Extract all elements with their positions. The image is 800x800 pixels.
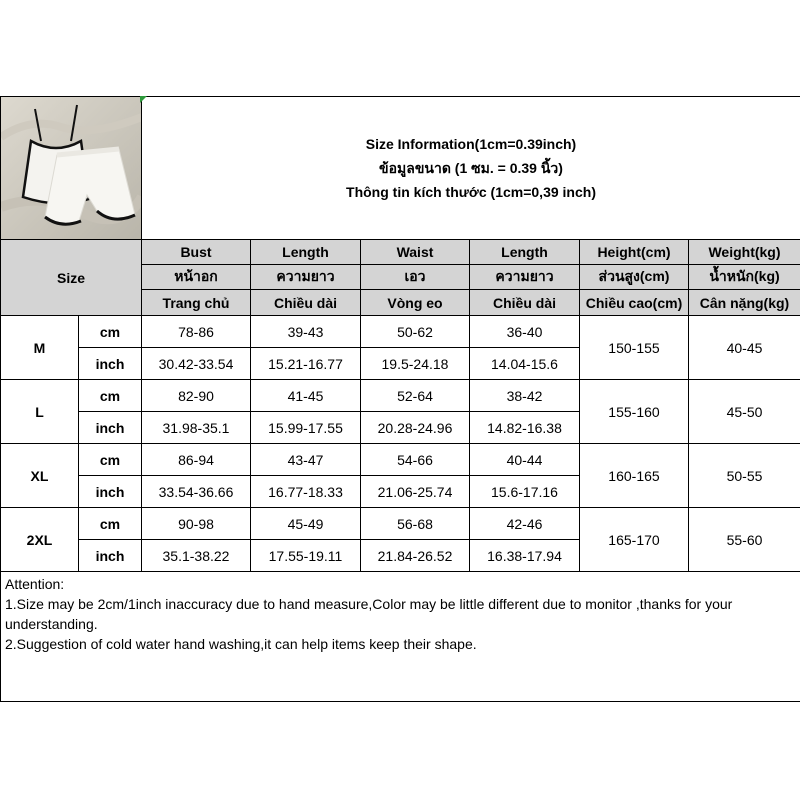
col-header-length-th: ความยาว: [251, 265, 361, 290]
height-cell: 155-160: [580, 380, 689, 444]
unit-inch: inch: [79, 476, 142, 508]
col-header-length2-en: Length: [470, 240, 580, 265]
table-cell: 45-49: [251, 508, 361, 540]
size-information-header: [142, 97, 800, 240]
col-header-waist-th: เอว: [361, 265, 470, 290]
table-cell: 90-98: [142, 508, 251, 540]
unit-cm: cm: [79, 508, 142, 540]
table-cell: 82-90: [142, 380, 251, 412]
size-chart: [0, 96, 800, 704]
size-name-m: M: [1, 316, 79, 380]
col-header-waist-vi: Vòng eo: [361, 290, 470, 316]
col-header-weight-th: น้ำหนัก(kg): [689, 265, 800, 290]
size-name-l: L: [1, 380, 79, 444]
col-header-weight-vi: Cân nặng(kg): [689, 290, 800, 316]
table-cell: 54-66: [361, 444, 470, 476]
col-header-length-en: Length: [251, 240, 361, 265]
table-cell: 40-44: [470, 444, 580, 476]
table-cell: 38-42: [470, 380, 580, 412]
height-cell: 165-170: [580, 508, 689, 572]
table-cell: 19.5-24.18: [361, 348, 470, 380]
table-cell: 15.99-17.55: [251, 412, 361, 444]
unit-inch: inch: [79, 348, 142, 380]
col-header-bust-th: หน้าอก: [142, 265, 251, 290]
table-cell: 14.04-15.6: [470, 348, 580, 380]
table-cell: 30.42-33.54: [142, 348, 251, 380]
height-cell: 150-155: [580, 316, 689, 380]
table-cell: 39-43: [251, 316, 361, 348]
unit-inch: inch: [79, 540, 142, 572]
table-cell: 42-46: [470, 508, 580, 540]
col-header-length-vi: Chiều dài: [251, 290, 361, 316]
col-header-bust-en: Bust: [142, 240, 251, 265]
unit-inch: inch: [79, 412, 142, 444]
info-english: Size Information(1cm=0.39inch): [365, 136, 577, 152]
size-name-2xl: 2XL: [1, 508, 79, 572]
col-header-height-th: ส่วนสูง(cm): [580, 265, 689, 290]
info-thai: ข้อมูลขนาด (1 ซม. = 0.39 นิ้ว): [379, 160, 563, 176]
table-cell: 86-94: [142, 444, 251, 476]
weight-cell: 45-50: [689, 380, 800, 444]
table-cell: 17.55-19.11: [251, 540, 361, 572]
col-header-waist-en: Waist: [361, 240, 470, 265]
size-chart-table: [0, 96, 800, 702]
corner-mark: [140, 96, 147, 103]
table-cell: 41-45: [251, 380, 361, 412]
size-name-xl: XL: [1, 444, 79, 508]
size-heading: Size: [1, 240, 142, 316]
table-cell: 78-86: [142, 316, 251, 348]
weight-cell: 40-45: [689, 316, 800, 380]
info-vietnamese: Thông tin kích thước (1cm=0,39 inch): [346, 184, 596, 200]
unit-cm: cm: [79, 380, 142, 412]
unit-cm: cm: [79, 444, 142, 476]
table-cell: 15.6-17.16: [470, 476, 580, 508]
col-header-weight-en: Weight(kg): [689, 240, 800, 265]
table-cell: 16.38-17.94: [470, 540, 580, 572]
table-cell: 21.06-25.74: [361, 476, 470, 508]
attention-line-2: 2.Suggestion of cold water hand washing,it can help items keep their shape.: [5, 636, 477, 652]
col-header-length2-th: ความยาว: [470, 265, 580, 290]
table-cell: 56-68: [361, 508, 470, 540]
table-cell: 50-62: [361, 316, 470, 348]
weight-cell: 55-60: [689, 508, 800, 572]
weight-cell: 50-55: [689, 444, 800, 508]
attention-notes: [1, 572, 800, 702]
table-cell: 52-64: [361, 380, 470, 412]
table-cell: 14.82-16.38: [470, 412, 580, 444]
table-cell: 21.84-26.52: [361, 540, 470, 572]
table-cell: 35.1-38.22: [142, 540, 251, 572]
height-cell: 160-165: [580, 444, 689, 508]
unit-cm: cm: [79, 316, 142, 348]
table-cell: 31.98-35.1: [142, 412, 251, 444]
col-header-bust-vi: Trang chủ: [142, 290, 251, 316]
table-cell: 20.28-24.96: [361, 412, 470, 444]
col-header-length2-vi: Chiều dài: [470, 290, 580, 316]
product-photo-cell: [1, 97, 142, 240]
col-header-height-vi: Chiều cao(cm): [580, 290, 689, 316]
table-cell: 36-40: [470, 316, 580, 348]
table-cell: 15.21-16.77: [251, 348, 361, 380]
col-header-height-en: Height(cm): [580, 240, 689, 265]
product-photo: [1, 97, 142, 240]
attention-title: Attention:: [5, 576, 65, 592]
table-cell: 16.77-18.33: [251, 476, 361, 508]
table-cell: 33.54-36.66: [142, 476, 251, 508]
table-cell: 43-47: [251, 444, 361, 476]
attention-line-1: 1.Size may be 2cm/1inch inaccuracy due to hand measure,Color may be little different due to monitor ,thanks for your understanding.: [5, 596, 733, 632]
